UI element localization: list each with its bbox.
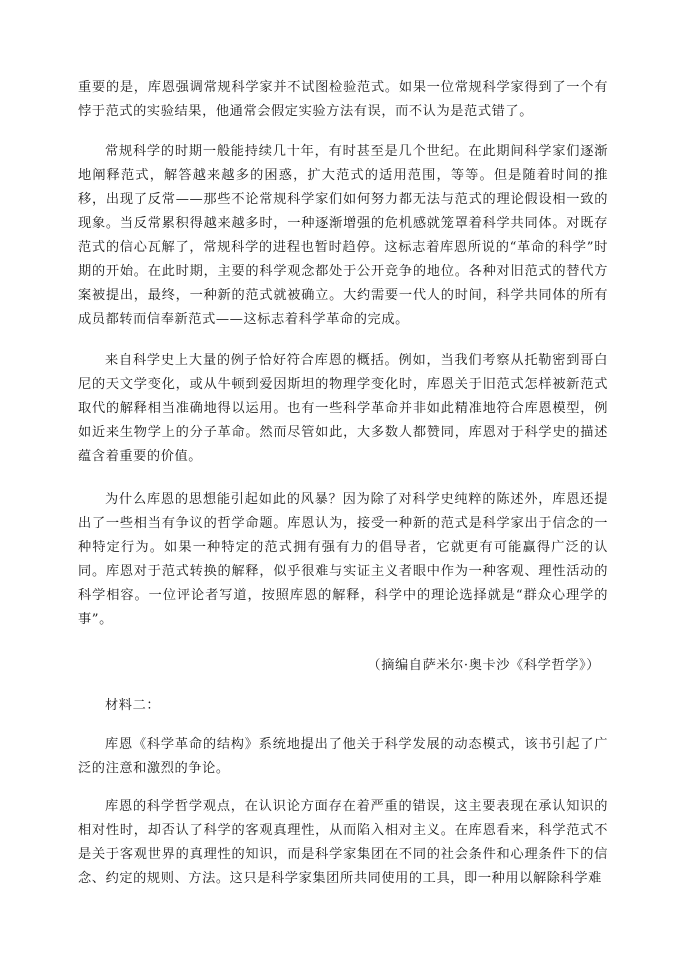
paragraph-6: 库恩的科学哲学观点，在认识论方面存在着严重的错误，这主要表现在承认知识的相对性时，却否认了科学的客观真理性，从而陷入相对主义。在库恩看来，科学范式不是关于客观世界的真理性的知识，而是科学家集团在不同的社会条件和心理条件下的信念、约定的规则、方法。这只是科学家集团所共同使用的工具，即一种用以解除科学难 (78, 799, 608, 886)
material-label: 材料二： (105, 698, 161, 713)
paragraph-5: 库恩《科学革命的结构》系统地提出了他关于科学发展的动态模式，该书引起了广泛的注意和激烈的争论。 (78, 737, 608, 776)
paragraph-1: 重要的是，库恩强调常规科学家并不试图检验范式。如果一位常规科学家得到了一个有悖于范式的实验结果，他通常会假定实验方法有误，而不认为是范式错了。 (78, 80, 608, 119)
source-citation: （摘编自萨米尔·奥卡沙《科学哲学》） (367, 658, 600, 673)
paragraph-2: 常规科学的时期一般能持续几十年，有时甚至是几个世纪。在此期间科学家们逐渐地阐释范式，解答越来越多的困惑，扩大范式的适用范围，等等。但是随着时间的推移，出现了反常——那些不论常规科学家们如何努力都无法与范式的理论假设相一致的现象。当反常累积得越来越多时，一种逐渐增强的危机感就笼罩着科学共同体。对既存范式的信心瓦解了，常规科学的进程也暂时趋停。这标志着库恩所说的“革命的科学”时期的开始。在此时期，主要的科学观念都处于公开竞争的地位。各种对旧范式的替代方案被提出，最终，一种新的范式就被确立。大约需要一代人的时间，科学共同体的所有成员都转而信奉新范式——这标志着科学革命的完成。 (78, 144, 608, 327)
paragraph-3: 来自科学史上大量的例子恰好符合库恩的概括。例如，当我们考察从托勒密到哥白尼的天文学变化，或从牛顿到爱因斯坦的物理学变化时，库恩关于旧范式怎样被新范式取代的解释相当准确地得以运用。也有一些科学革命并非如此精准地符合库恩模型，例如近来生物学上的分子革命。然而尽管如此，大多数人都赞同，库恩对于科学史的描述蕴含着重要的价值。 (78, 353, 608, 464)
paragraph-4: 为什么库恩的思想能引起如此的风暴？因为除了对科学史纯粹的陈述外，库恩还提出了一些相当有争议的哲学命题。库恩认为，接受一种新的范式是科学家出于信念的一种特定行为。如果一种特定的范式拥有强有力的倡导者，它就更有可能赢得广泛的认同。库恩对于范式转换的解释，似乎很难与实证主义者眼中作为一种客观、理性活动的科学相容。一位评论者写道，按照库恩的解释，科学中的理论选择就是“群众心理学的事”。 (78, 492, 608, 627)
